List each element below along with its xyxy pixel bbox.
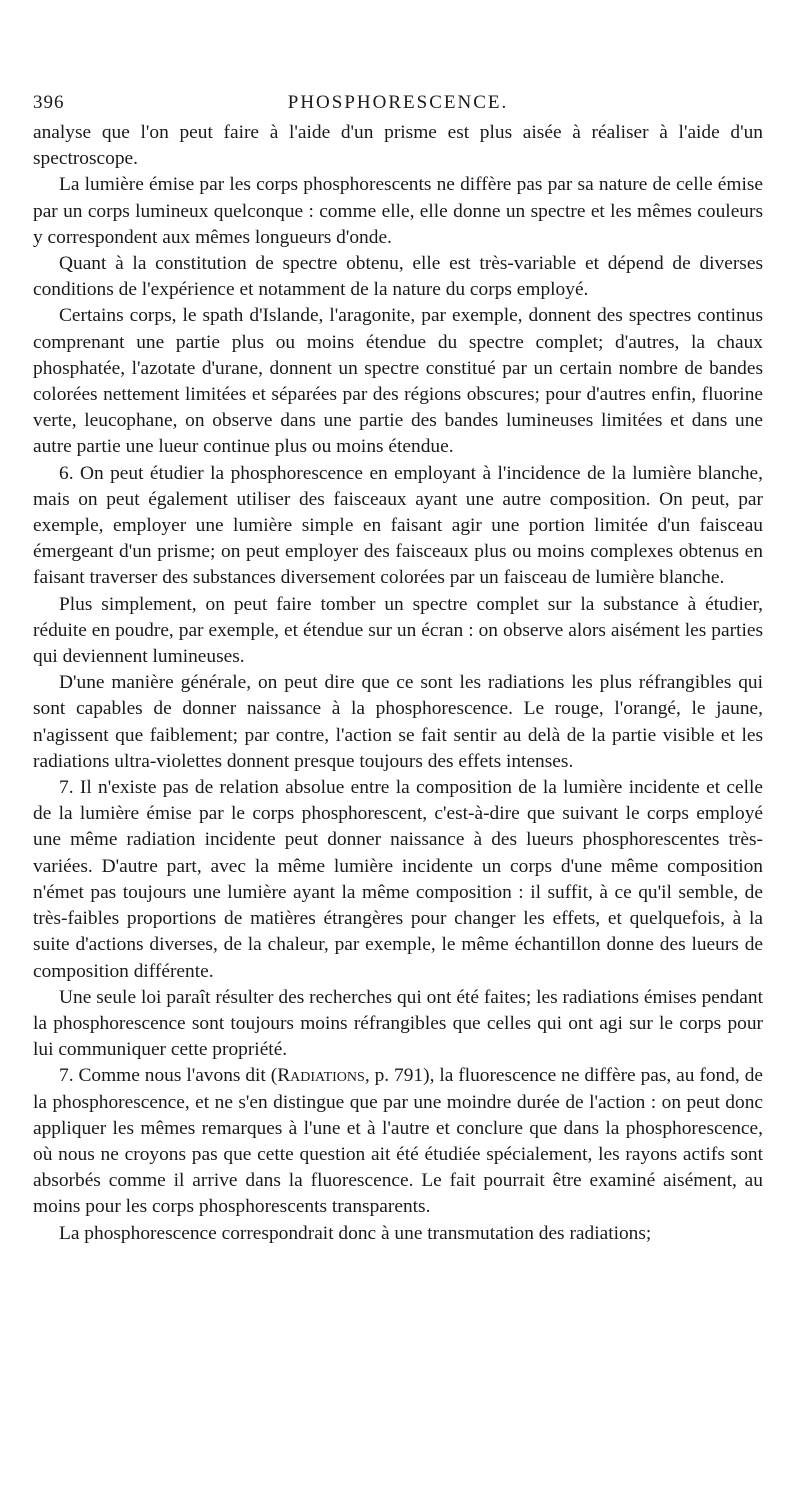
- paragraph-certain-bodies: Certains corps, le spath d'Islande, l'aragonite, par exemple, donnent des spectres continus comprenant une partie plus ou moins étendue du spectre complet; d'autres, la chaux phosphatée, l'azotate d'urane, donnent un spectre constitué par un certain nombre de bandes colorées nettement limitées et séparées par des régions obscures; pour d'autres enfin, fluorine verte, leucophane, on observe dans une partie des bandes lumineuses limitées et dans une autre partie une lueur continue plus ou moins étendue.: [33, 305, 763, 458]
- paragraph-complete-spectrum: Plus simplement, on peut faire tomber un spectre complet sur la substance à étudier, réduite en poudre, par exemple, et étendue sur un écran : on observe alors aisément les parties qui deviennent lumineuses.: [33, 593, 763, 668]
- paragraph-spectrum-constitution: Quant à la constitution de spectre obtenu, elle est très-variable et dépend de diverses conditions de l'expérience et notamment de la nature du corps employé.: [33, 253, 763, 301]
- running-title: PHOSPHORESCENCE.: [287, 92, 509, 113]
- page-number: 396: [33, 92, 65, 113]
- body-text: [33, 120, 763, 1247]
- paragraph-spectroscope: analyse que l'on peut faire à l'aide d'un prisme est plus aisée à réaliser à l'aide d'un spectroscope.: [33, 122, 763, 170]
- fluorescence-text-after: , p. 791), la fluorescence ne diffère pas, au fond, de la phosphorescence, et ne s'en distingue que par une moindre durée de l'action : on peut donc appliquer les mêmes remarques à l'une et à l'autre et conclure que dans la phosphorescence, où nous ne croyons pas que cette question ait été étudiée spécialement, les rayons actifs sont absorbés comme il arrive dans la fluorescence. Le fait pourrait être examiné aisément, au moins pour les corps phosphorescents transparents.: [33, 1065, 763, 1218]
- page-header: [33, 92, 763, 120]
- paragraph-single-law: Une seule loi paraît résulter des recherches qui ont été faites; les radiations émises pendant la phosphorescence sont toujours moins réfrangibles que celles qui ont agi sur le corps pour lui communiquer cette propriété.: [33, 986, 763, 1061]
- radiations-reference: Radiations: [277, 1065, 365, 1087]
- fluorescence-text-before: 7. Comme nous l'avons dit (: [59, 1065, 278, 1087]
- paragraph-nature-of-light: La lumière émise par les corps phosphorescents ne diffère pas par sa nature de celle émise par un corps lumineux quelconque : comme elle, elle donne un spectre et les mêmes couleurs y correspondent aux mêmes longueurs d'onde.: [33, 174, 763, 248]
- paragraph-section-6: 6. On peut étudier la phosphorescence en employant à l'incidence de la lumière blanche, mais on peut également utiliser des faisceaux ayant une autre composition. On peut, par exemple, employer une lumière simple en faisant agir une portion limitée d'un faisceau émergeant d'un prisme; on peut employer des faisceaux plus ou moins complexes obtenus en faisant traverser des substances diversement colorées par un faisceau de lumière blanche.: [33, 462, 763, 589]
- paragraph-section-7-fluorescence: [33, 1063, 763, 1220]
- paragraph-section-7-relation: 7. Il n'existe pas de relation absolue entre la composition de la lumière incidente et celle de la lumière émise par le corps phosphorescent, c'est-à-dire que suivant le corps employé une même radiation incidente peut donner naissance à des lueurs phosphorescentes très-variées. D'autre part, avec la même lumière incidente un corps d'une même composition n'émet pas toujours une lumière ayant la même composition : il suffit, à ce qu'il semble, de très-faibles proportions de matières étrangères pour changer les effets, et quelquefois, à la suite d'actions diverses, de la chaleur, par exemple, le même échantillon donne des lueurs de composition différente.: [33, 777, 763, 982]
- paragraph-transmutation: La phosphorescence correspondrait donc à une transmutation des radiations;: [59, 1222, 652, 1244]
- book-page: [33, 92, 763, 1247]
- paragraph-refrangible-radiations: D'une manière générale, on peut dire que ce sont les radiations les plus réfrangibles qui sont capables de donner naissance à la phosphorescence. Le rouge, l'orangé, le jaune, n'agissent que faiblement; par contre, l'action se fait sentir au delà de la partie visible et les radiations ultra-violettes donnent presque toujours des effets intenses.: [33, 672, 763, 772]
